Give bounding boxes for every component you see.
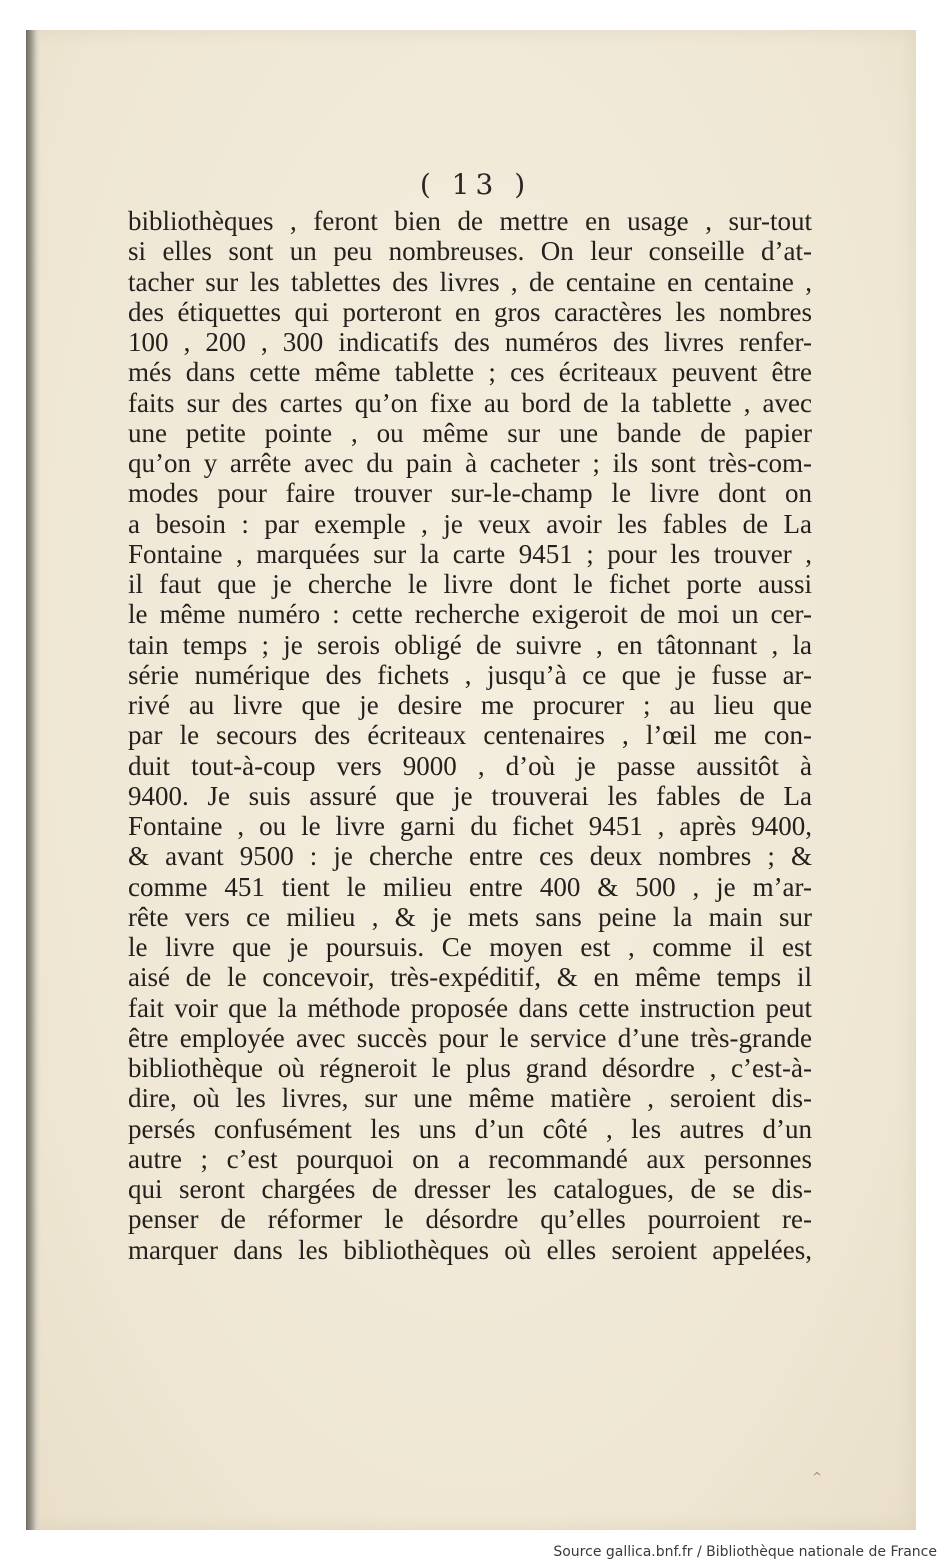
text-line: fait voir que la méthode proposée dans cette instruction peut [128, 992, 812, 1023]
text-line: qui seront chargées de dresser les catalogues, de se dis- [128, 1174, 812, 1204]
text-line: marquer dans les bibliothèques où elles seroient appelées, [128, 1234, 812, 1265]
text-line: si elles sont un peu nombreuses. On leur conseille d’at- [128, 236, 812, 267]
text-line: il faut que je cherche le livre dont le fichet porte aussi [128, 569, 812, 599]
page-spine-shadow [26, 30, 40, 1530]
text-line: persés confusément les uns d’un côté , les autres d’un [128, 1113, 812, 1144]
text-line: & avant 9500 : je cherche entre ces deux nombres ; & [128, 841, 812, 872]
text-line: le livre que je poursuis. Ce moyen est , comme il est [128, 932, 812, 962]
page-text-block [128, 206, 812, 1265]
text-line: penser de réformer le désordre qu’elles pourroient re- [128, 1204, 812, 1235]
text-line: tain temps ; je serois obligé de suivre , en tâtonnant , la [128, 629, 812, 660]
text-line: dire, où les livres, sur une même matière , seroient dis- [128, 1083, 812, 1114]
text-line: més dans cette même tablette ; ces écriteaux peuvent être [128, 357, 812, 388]
text-line: aisé de le concevoir, très-expéditif, & en même temps il [128, 962, 812, 993]
text-line: a besoin : par exemple , je veux avoir les fables de La [128, 508, 812, 539]
text-line: être employée avec succès pour le service d’une très-grande [128, 1022, 812, 1053]
text-line: duit tout-à-coup vers 9000 , d’où je passe aussitôt à [128, 750, 812, 781]
text-line: rivé au livre que je desire me procurer ; au lieu que [128, 690, 812, 720]
text-line: bibliothèque où régneroit le plus grand désordre , c’est-à- [128, 1053, 812, 1083]
text-line: Fontaine , ou le livre garni du fichet 9451 , après 9400, [128, 811, 812, 841]
text-line: comme 451 tient le milieu entre 400 & 500 , je m’ar- [128, 871, 812, 902]
text-line: des étiquettes qui porteront en gros caractères les nombres [128, 296, 812, 327]
text-line: qu’on y arrête avec du pain à cacheter ; ils sont très-com- [128, 448, 812, 478]
text-line: 100 , 200 , 300 indicatifs des numéros des livres renfer- [128, 327, 812, 357]
text-line: rête vers ce milieu , & je mets sans peine la main sur [128, 901, 812, 932]
page-number: ( 13 ) [419, 168, 532, 201]
text-line: modes pour faire trouver sur-le-champ le livre dont on [128, 478, 812, 509]
text-line: tacher sur les tablettes des livres , de centaine en centaine , [128, 266, 812, 297]
text-line: le même numéro : cette recherche exigeroit de moi un cer- [128, 599, 812, 630]
text-line: bibliothèques , feront bien de mettre en usage , sur-tout [128, 206, 812, 236]
text-line: 9400. Je suis assuré que je trouverai les fables de La [128, 780, 812, 811]
text-line: Fontaine , marquées sur la carte 9451 ; pour les trouver , [128, 538, 812, 569]
text-line: faits sur des cartes qu’on fixe au bord de la tablette , avec [128, 387, 812, 418]
page-corner-mark: ^ [812, 1470, 823, 1484]
text-line: autre ; c’est pourquoi on a recommandé aux personnes [128, 1143, 812, 1174]
text-line: série numérique des fichets , jusqu’à ce que je fusse ar- [128, 659, 812, 690]
text-line: par le secours des écriteaux centenaires , l’œil me con- [128, 720, 812, 751]
source-attribution: Source gallica.bnf.fr / Bibliothèque nationale de France [553, 1544, 937, 1560]
text-line: une petite pointe , ou même sur une bande de papier [128, 417, 812, 448]
